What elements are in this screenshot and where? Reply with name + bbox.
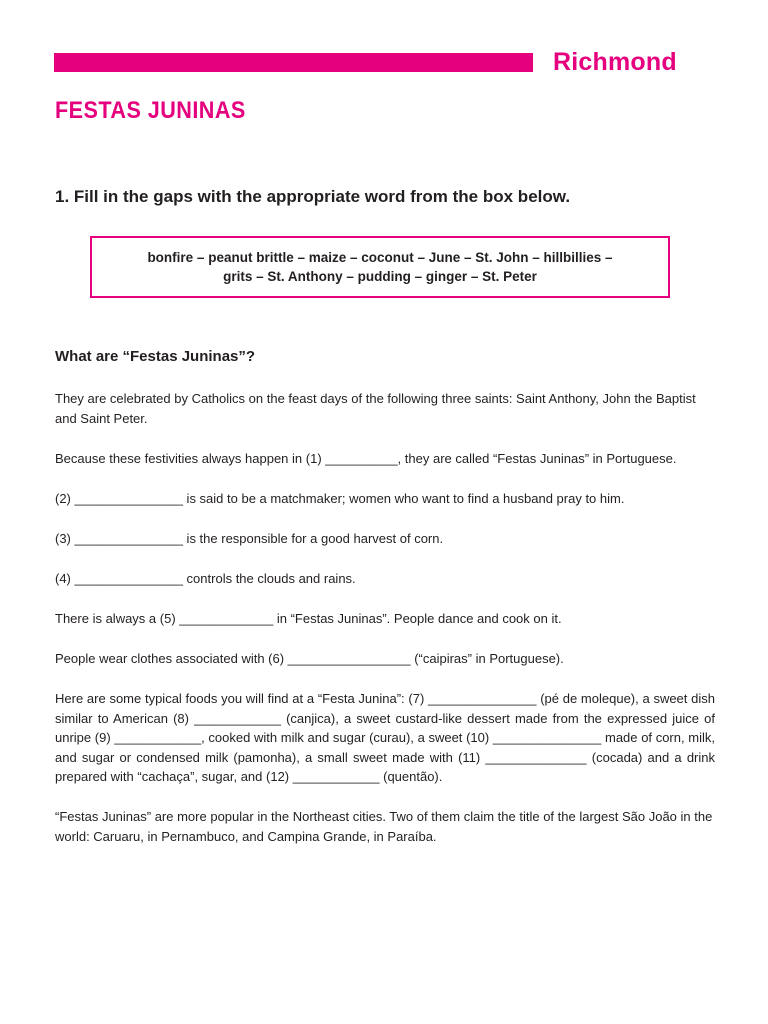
word-box-line-1: bonfire – peanut brittle – maize – coconut – June – St. John – hillbillies – — [147, 250, 613, 265]
page-title: FESTAS JUNINAS — [55, 97, 246, 124]
word-box-line-2: grits – St. Anthony – pudding – ginger – St. Peter — [223, 269, 537, 284]
paragraph-gap-2: (2) _______________ is said to be a matchmaker; women who want to find a husband pray to him. — [55, 491, 625, 506]
paragraph-gap-3: (3) _______________ is the responsible for a good harvest of corn. — [55, 531, 444, 546]
paragraph-gap-4: (4) _______________ controls the clouds and rains. — [55, 571, 356, 586]
paragraph-foods: Here are some typical foods you will find at a “Festa Junina”: (7) _______________ (pé de moleque), a sweet dish similar to American (8) ____________ (canjica), a sweet custard-like dessert made from the expressed juice of unripe (9) ____________, cooked with milk and sugar (curau), a sweet (10) _______________ made of corn, milk, and sugar or condensed milk (pamonha), a small sweet made with (11) ______________ (cocada) and a drink prepared with “cachaça”, sugar, and (12) ____________ (quentão). — [55, 691, 715, 784]
header-accent-bar — [54, 53, 533, 72]
word-box — [90, 236, 670, 298]
paragraph-gap-1: Because these festivities always happen in (1) __________, they are called “Festas Juninas” in Portuguese. — [55, 451, 677, 466]
paragraph-gap-6: People wear clothes associated with (6) _________________ (“caipiras” in Portuguese). — [55, 651, 564, 666]
paragraph-northeast: “Festas Juninas” are more popular in the Northeast cities. Two of them claim the title of the largest São João in the world: Caruaru, in Pernambuco, and Campina Grande, in Paraíba. — [55, 809, 713, 844]
exercise-heading: 1. Fill in the gaps with the appropriate word from the box below. — [55, 187, 571, 206]
paragraph-intro: They are celebrated by Catholics on the feast days of the following three saints: Saint Anthony, John the Baptist and Saint Peter. — [55, 391, 696, 426]
brand-logo: Richmond — [553, 48, 677, 76]
section-heading: What are “Festas Juninas”? — [55, 348, 256, 365]
paragraph-gap-5: There is always a (5) _____________ in “Festas Juninas”. People dance and cook on it. — [55, 611, 562, 626]
